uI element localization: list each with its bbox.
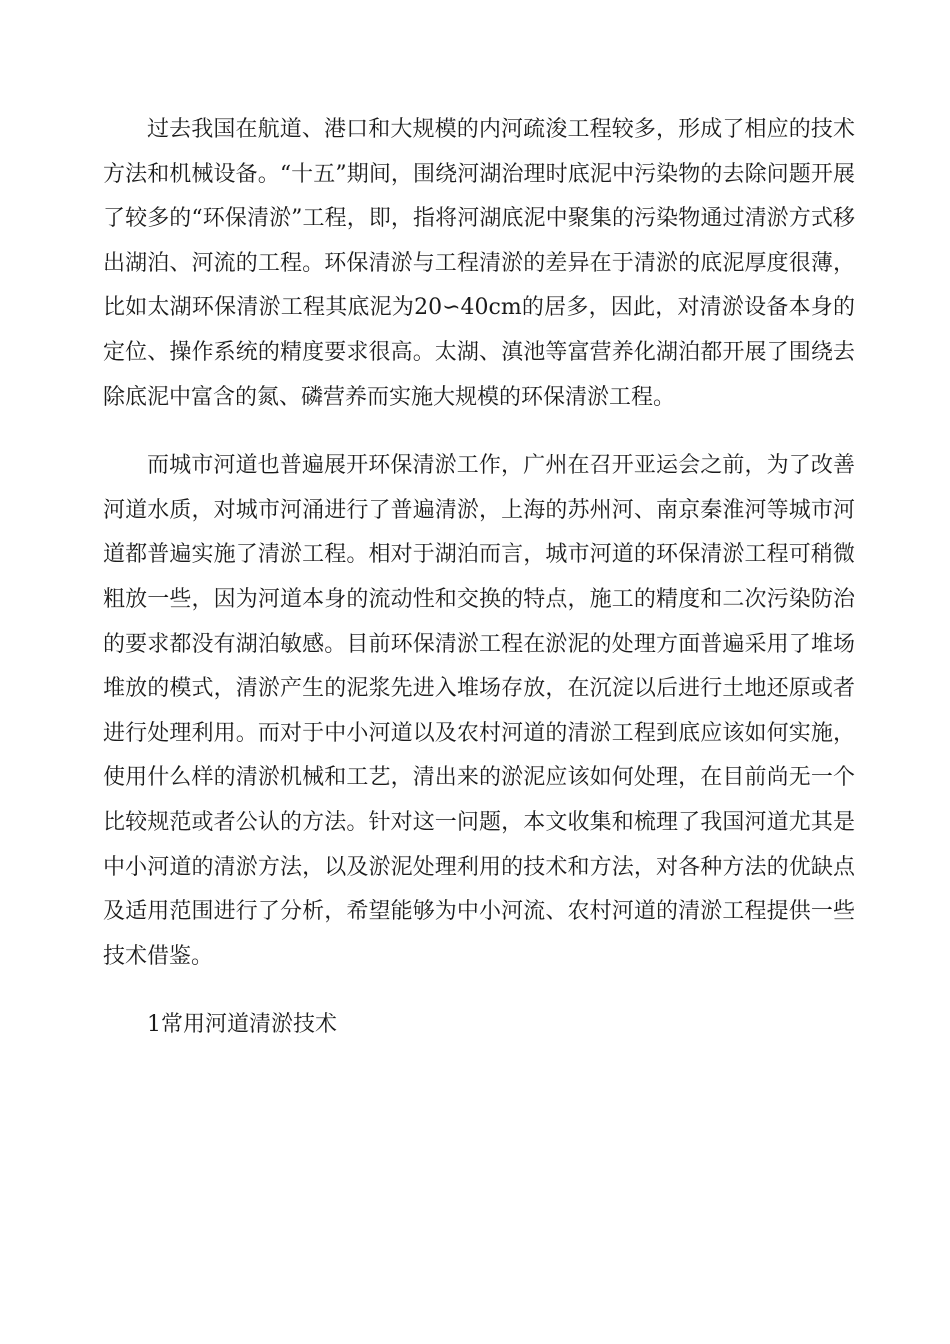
document-body: [103, 108, 855, 1048]
paragraph-2: 而城市河道也普遍展开环保清淤工作，广州在召开亚运会之前，为了改善河道水质，对城市河涌进行了普遍清淤，上海的苏州河、南京秦淮河等城市河道都普遍实施了清淤工程。相对于湖泊而言，城市河道的环保清淤工程可稍微粗放一些，因为河道本身的流动性和交换的特点，施工的精度和二次污染防治的要求都没有湖泊敏感。目前环保清淤工程在淤泥的处理方面普遍采用了堆场堆放的模式，清淤产生的泥浆先进入堆场存放，在沉淀以后进行土地还原或者进行处理利用。而对于中小河道以及农村河道的清淤工程到底应该如何实施，使用什么样的清淤机械和工艺，清出来的淤泥应该如何处理，在目前尚无一个比较规范或者公认的方法。针对这一问题，本文收集和梳理了我国河道尤其是中小河道的清淤方法，以及淤泥处理利用的技术和方法，对各种方法的优缺点及适用范围进行了分析，希望能够为中小河流、农村河道的清淤工程提供一些技术借鉴。: [103, 453, 855, 969]
paragraph-1: 过去我国在航道、港口和大规模的内河疏浚工程较多，形成了相应的技术方法和机械设备。“十五”期间，围绕河湖治理时底泥中污染物的去除问题开展了较多的“环保清淤”工程，即，指将河湖底泥中聚集的污染物通过清淤方式移出湖泊、河流的工程。环保清淤与工程清淤的差异在于清淤的底泥厚度很薄，比如太湖环保清淤工程其底泥为20∽40cm的居多，因此，对清淤设备本身的定位、操作系统的精度要求很高。太湖、滇池等富营养化湖泊都开展了围绕去除底泥中富含的氮、磷营养而实施大规模的环保清淤工程。: [103, 117, 855, 410]
section-heading: 1常用河道清淤技术: [147, 1012, 337, 1038]
